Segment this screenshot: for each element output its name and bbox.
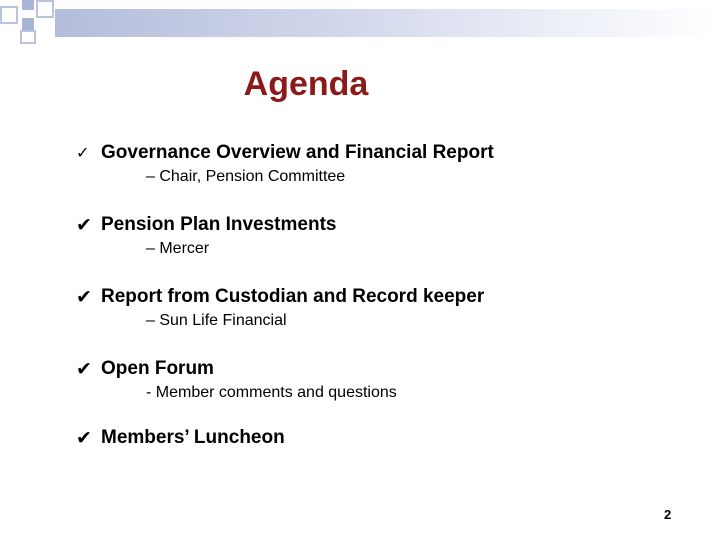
check-mark-icon: ✔ bbox=[76, 214, 92, 236]
slide-title: Agenda bbox=[243, 65, 369, 103]
check-mark-icon: ✔ bbox=[76, 286, 92, 308]
agenda-item-presenter: - Member comments and questions bbox=[146, 384, 397, 401]
agenda-item-title: Pension Plan Investments bbox=[101, 214, 337, 235]
check-mark-icon: ✓ bbox=[76, 143, 90, 162]
corner-square-icon bbox=[20, 30, 36, 44]
corner-square-icon bbox=[22, 0, 34, 10]
agenda-item-title: Report from Custodian and Record keeper bbox=[101, 286, 485, 307]
agenda-item-title: Governance Overview and Financial Report bbox=[101, 142, 494, 163]
check-mark-icon: ✔ bbox=[76, 358, 92, 380]
agenda-item-presenter: – Mercer bbox=[146, 240, 210, 257]
header-gradient-bar bbox=[55, 9, 720, 37]
corner-square-icon bbox=[22, 18, 34, 30]
page-number: 2 bbox=[664, 507, 672, 522]
corner-square-icon bbox=[36, 0, 54, 18]
corner-square-icon bbox=[0, 6, 18, 24]
agenda-item-title: Members’ Luncheon bbox=[101, 427, 285, 448]
agenda-item-title: Open Forum bbox=[101, 358, 214, 379]
agenda-item-presenter: – Chair, Pension Committee bbox=[146, 168, 346, 185]
check-mark-icon: ✔ bbox=[76, 427, 92, 449]
agenda-item-presenter: – Sun Life Financial bbox=[146, 312, 287, 329]
